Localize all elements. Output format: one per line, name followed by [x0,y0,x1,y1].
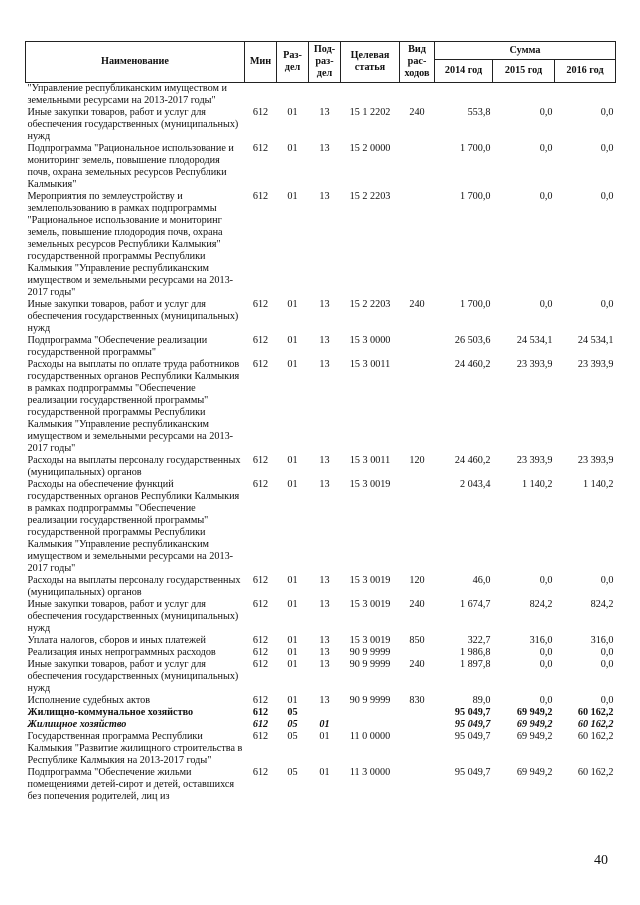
cell-vr [400,191,435,299]
table-row [26,359,616,455]
cell-y2016: 1 140,2 [582,479,614,490]
cell-razdel: 01 [287,359,298,370]
cell-name: Иные закупки товаров, работ и услуг для обеспечения государственных (муниципальных) нужд [27,659,239,694]
cell-name: Иные закупки товаров, работ и услуг для обеспечения государственных (муниципальных) нужд [27,599,239,634]
cell-vr [400,335,435,359]
cell-cs [341,707,400,719]
cell-y2016: 24 534,1 [577,335,614,346]
cell-podrazdel: 13 [319,695,330,706]
table-row [26,455,616,479]
table-row [26,83,616,108]
cell-podrazdel: 01 [319,767,330,778]
cell-name: Расходы на выплаты персоналу государственных (муниципальных) органов [27,575,241,598]
cell-vr: 120 [409,575,425,586]
table-row [26,191,616,299]
cell-cs: 15 3 0011 [349,359,391,370]
cell-y2014: 26 503,6 [454,335,491,346]
cell-razdel: 01 [287,647,298,658]
cell-name: Жилищное хозяйство [27,719,127,730]
cell-min: 612 [252,455,269,466]
cell-name: Расходы на выплаты по оплате труда работников государственных органов Республики Калмыкия в рамках подпрограммы "Обеспечение реализации государственной программы" государственной программы Республики Калмыкия "Управление республиканским имуществом и земельными ресурсами на 2013-2017 годы" [27,359,240,454]
cell-y2015: 316,0 [529,635,553,646]
cell-name: Жилищно-коммунальное хозяйство [27,707,194,718]
table-row [26,707,616,719]
cell-name: Подпрограмма "Обеспечение реализации государственной программы" [27,335,208,358]
cell-y2014: 95 049,7 [454,707,491,718]
table-row [26,143,616,191]
cell-cs: 15 3 0011 [349,455,391,466]
cell-cs: 15 2 2203 [349,191,391,202]
cell-name: Мероприятия по землеустройству и землепользованию в рамках подпрограммы "Рациональное использование и мониторинг земель, повышение плодородия почв, охрана земельных ресурсов Республики Калмыкия" государственной программы Республики Калмыкия "Управление республиканским имуществом и земельными ресурсами на 2013-2017 годы" [27,191,234,298]
cell-y2015: 0,0 [539,575,553,586]
cell-min: 612 [252,599,269,610]
cell-y2016: 23 393,9 [577,359,614,370]
cell-y2014: 1 700,0 [459,143,491,154]
table-row [26,719,616,731]
cell-name: Уплата налогов, сборов и иных платежей [27,635,206,646]
cell-y2015: 24 534,1 [516,335,553,346]
cell-podrazdel: 13 [319,479,330,490]
table-row [26,659,616,695]
cell-razdel: 05 [287,719,298,730]
table-header [26,42,616,83]
cell-razdel: 01 [287,659,298,670]
cell-y2015: 69 949,2 [516,719,553,730]
cell-cs [341,719,400,731]
table-row [26,299,616,335]
cell-min: 612 [252,191,269,202]
cell-min: 612 [252,335,269,346]
cell-y2014: 1 897,8 [459,659,491,670]
cell-razdel: 05 [287,767,298,778]
cell-min: 612 [252,479,269,490]
cell-vr [400,143,435,191]
cell-razdel [277,83,309,108]
cell-podrazdel [309,707,341,719]
cell-vr: 240 [409,299,425,310]
cell-podrazdel: 13 [319,143,330,154]
cell-cs [341,83,400,108]
header-summa: Сумма [435,42,616,60]
cell-name: Расходы на обеспечение функций государственных органов Республики Калмыкия в рамках подпрограммы "Обеспечение реализации государственной программы" государственной программы Республики Калмыкия "Управление республиканским имуществом и земельными ресурсами на 2013-2017 годы" [27,479,240,574]
cell-min: 612 [252,695,269,706]
header-name: Наименование [26,42,245,83]
header-2016: 2016 год [555,60,616,83]
cell-y2015: 23 393,9 [516,359,553,370]
cell-cs: 90 9 9999 [349,647,391,658]
cell-min: 612 [252,107,269,118]
cell-y2014: 24 460,2 [454,359,491,370]
cell-cs: 15 3 0019 [349,575,391,586]
cell-podrazdel: 01 [319,731,330,742]
cell-y2015: 0,0 [539,191,553,202]
cell-vr: 830 [409,695,425,706]
header-vid: Вид рас- ходов [400,42,435,83]
cell-y2015: 0,0 [539,107,553,118]
cell-min: 612 [252,731,269,742]
page-number: 40 [594,853,608,868]
cell-vr: 240 [409,659,425,670]
header-2014: 2014 год [435,60,493,83]
cell-y2016: 60 162,2 [577,767,614,778]
table-row [26,599,616,635]
cell-min: 612 [252,647,269,658]
cell-podrazdel: 13 [319,575,330,586]
cell-podrazdel: 13 [319,635,330,646]
cell-y2016: 824,2 [590,599,614,610]
cell-y2016: 0,0 [600,695,614,706]
cell-y2014: 1 700,0 [459,299,491,310]
cell-vr [400,719,435,731]
cell-y2016: 60 162,2 [577,719,614,730]
cell-vr: 120 [409,455,425,466]
cell-name: Иные закупки товаров, работ и услуг для обеспечения государственных (муниципальных) нужд [27,107,239,142]
cell-y2016 [555,83,616,108]
cell-min: 612 [252,359,269,370]
table-row [26,335,616,359]
table-row [26,479,616,575]
cell-cs: 15 3 0019 [349,479,391,490]
cell-vr [400,83,435,108]
cell-cs: 11 3 0000 [349,767,391,778]
cell-podrazdel: 13 [319,659,330,670]
cell-name: Расходы на выплаты персоналу государственных (муниципальных) органов [27,455,241,478]
cell-y2014: 1 700,0 [459,191,491,202]
cell-min: 612 [252,707,269,718]
table-row [26,647,616,659]
cell-y2014: 553,8 [467,107,491,118]
cell-y2016: 0,0 [600,575,614,586]
cell-razdel: 01 [287,335,298,346]
table-row [26,767,616,803]
header-razdel: Раз- дел [277,42,309,83]
cell-min [245,83,277,108]
cell-y2015: 0,0 [539,659,553,670]
cell-y2016: 0,0 [600,107,614,118]
cell-razdel: 01 [287,143,298,154]
cell-y2015: 0,0 [539,647,553,658]
cell-y2015 [493,83,555,108]
cell-y2014: 89,0 [472,695,491,706]
header-podrazdel: Под- раз- дел [309,42,341,83]
cell-cs: 15 3 0019 [349,599,391,610]
cell-vr: 850 [409,635,425,646]
budget-table [25,41,616,803]
cell-podrazdel: 13 [319,299,330,310]
cell-y2015: 0,0 [539,299,553,310]
cell-vr [400,359,435,455]
cell-name: Государственная программа Республики Калмыкия "Развитие жилищного строительства в Республике Калмыкия на 2013-2017 годы" [27,731,243,766]
cell-razdel: 05 [287,707,298,718]
header-celevaya: Целевая статья [341,42,400,83]
cell-y2014: 46,0 [472,575,491,586]
cell-y2014: 24 460,2 [454,455,491,466]
cell-razdel: 01 [287,479,298,490]
cell-y2016: 0,0 [600,647,614,658]
cell-cs: 15 3 0019 [349,635,391,646]
cell-razdel: 01 [287,635,298,646]
table-body [26,83,616,804]
cell-y2015: 23 393,9 [516,455,553,466]
cell-min: 612 [252,659,269,670]
cell-razdel: 05 [287,731,298,742]
cell-y2016: 0,0 [600,191,614,202]
cell-podrazdel: 13 [319,455,330,466]
cell-razdel: 01 [287,599,298,610]
cell-name: Иные закупки товаров, работ и услуг для обеспечения государственных (муниципальных) нужд [27,299,239,334]
cell-min: 612 [252,143,269,154]
cell-y2014 [435,83,493,108]
cell-min: 612 [252,719,269,730]
cell-y2015: 69 949,2 [516,731,553,742]
cell-y2015: 69 949,2 [516,707,553,718]
table-row [26,635,616,647]
cell-y2015: 0,0 [539,143,553,154]
cell-y2016: 0,0 [600,299,614,310]
cell-min: 612 [252,767,269,778]
cell-podrazdel: 13 [319,191,330,202]
header-2015: 2015 год [493,60,555,83]
cell-y2014: 95 049,7 [454,719,491,730]
cell-cs: 15 2 0000 [349,143,391,154]
cell-cs: 11 0 0000 [349,731,391,742]
cell-name: "Управление республиканским имуществом и земельными ресурсами на 2013-2017 годы" [27,83,227,106]
cell-podrazdel: 01 [319,719,330,730]
cell-name: Подпрограмма "Обеспечение жильми помещениями детей-сирот и детей, оставшихся без попечения родителей, лиц из [27,767,235,802]
cell-podrazdel: 13 [319,647,330,658]
cell-vr [400,767,435,803]
cell-podrazdel [309,83,341,108]
cell-y2014: 95 049,7 [454,767,491,778]
cell-min: 612 [252,575,269,586]
table-row [26,731,616,767]
table-row [26,107,616,143]
cell-name: Подпрограмма "Рациональное использование и мониторинг земель, повышение плодородия почв, охрана земельных ресурсов Республики Калмыкия" [27,143,234,190]
cell-y2014: 1 986,8 [459,647,491,658]
cell-y2015: 69 949,2 [516,767,553,778]
cell-vr [400,647,435,659]
cell-y2016: 60 162,2 [577,707,614,718]
cell-cs: 15 3 0000 [349,335,391,346]
cell-y2014: 322,7 [467,635,491,646]
cell-y2016: 0,0 [600,143,614,154]
table-row [26,575,616,599]
cell-razdel: 01 [287,107,298,118]
cell-vr: 240 [409,107,425,118]
cell-razdel: 01 [287,575,298,586]
cell-razdel: 01 [287,695,298,706]
cell-razdel: 01 [287,191,298,202]
cell-vr [400,707,435,719]
cell-min: 612 [252,299,269,310]
cell-podrazdel: 13 [319,359,330,370]
cell-y2016: 23 393,9 [577,455,614,466]
cell-cs: 15 2 2203 [349,299,391,310]
cell-cs: 90 9 9999 [349,695,391,706]
cell-y2016: 60 162,2 [577,731,614,742]
cell-razdel: 01 [287,455,298,466]
cell-y2014: 95 049,7 [454,731,491,742]
table-row [26,695,616,707]
cell-y2015: 824,2 [529,599,553,610]
cell-cs: 90 9 9999 [349,659,391,670]
cell-cs: 15 1 2202 [349,107,391,118]
cell-vr [400,479,435,575]
cell-min: 612 [252,635,269,646]
cell-y2016: 316,0 [590,635,614,646]
cell-y2014: 2 043,4 [459,479,491,490]
cell-vr: 240 [409,599,425,610]
cell-podrazdel: 13 [319,335,330,346]
cell-vr [400,731,435,767]
cell-podrazdel: 13 [319,599,330,610]
cell-razdel: 01 [287,299,298,310]
cell-name: Реализация иных непрограммных расходов [27,647,216,658]
cell-y2015: 1 140,2 [521,479,553,490]
cell-y2016: 0,0 [600,659,614,670]
cell-name: Исполнение судебных актов [27,695,151,706]
cell-y2014: 1 674,7 [459,599,491,610]
cell-podrazdel: 13 [319,107,330,118]
cell-y2015: 0,0 [539,695,553,706]
header-min: Мин [245,42,277,83]
